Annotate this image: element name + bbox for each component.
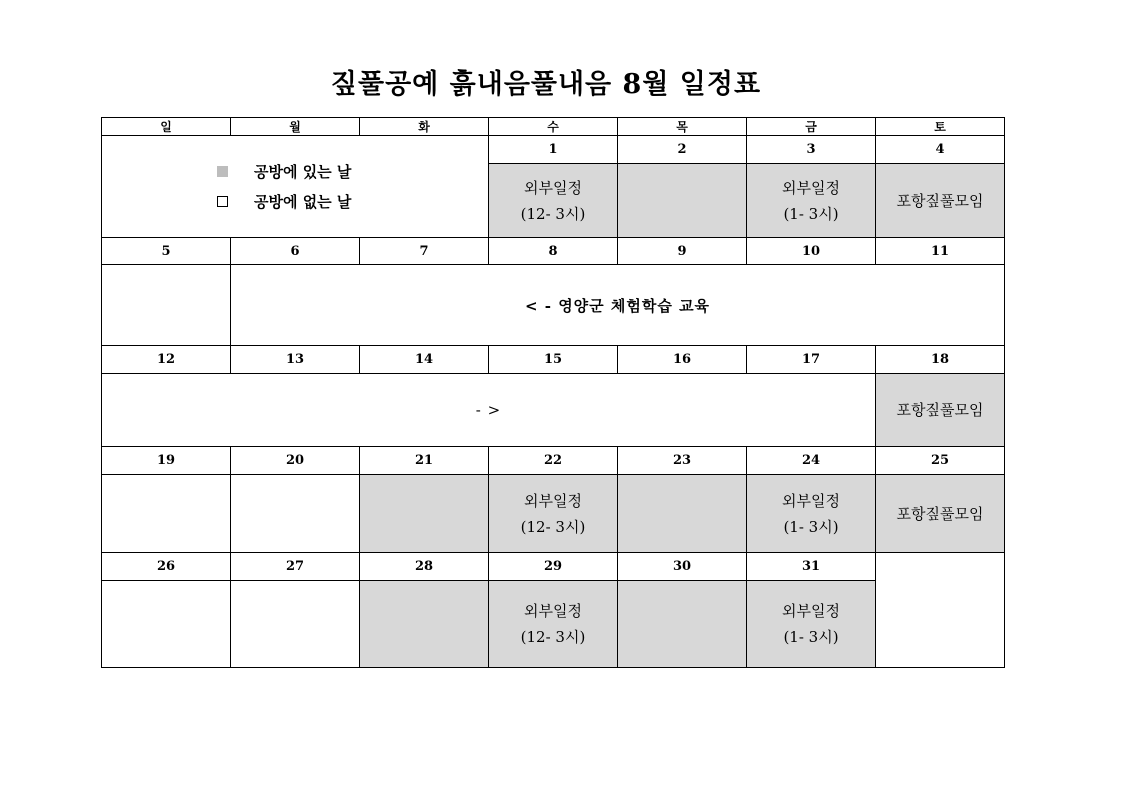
span-event-cell: [231, 265, 1005, 346]
weekday-header-row: [102, 118, 1005, 136]
date-cell: 21: [360, 447, 489, 475]
legend-in-workshop: [217, 157, 488, 187]
event-cell-sun: [102, 581, 231, 668]
date-cell: 20: [231, 447, 360, 475]
legend-in-label: 공방에 있는 날: [254, 163, 352, 181]
date-cell: 6: [231, 238, 360, 265]
date-cell: 19: [102, 447, 231, 475]
date-cell: 17: [747, 346, 876, 374]
date-cell: 27: [231, 553, 360, 581]
date-cell: 31: [747, 553, 876, 581]
date-cell: 3: [747, 136, 876, 164]
date-cell: 13: [231, 346, 360, 374]
event-cell-fri: [747, 475, 876, 553]
span-event-text: - >: [475, 401, 502, 419]
event-title: 외부일정: [782, 602, 840, 620]
date-cell: 10: [747, 238, 876, 265]
week2-event-row: [102, 265, 1005, 346]
page-title: 짚풀공예 흙내음풀내음 8월 일정표: [330, 69, 762, 100]
event-title: 포항짚풀모임: [896, 191, 984, 210]
legend-box: [102, 136, 489, 238]
event-title: 외부일정: [524, 602, 582, 620]
date-cell: 22: [489, 447, 618, 475]
event-cell-sun: [102, 475, 231, 553]
date-cell: 16: [618, 346, 747, 374]
event-time: (12- 3시): [520, 517, 586, 536]
filled-square-icon: [217, 166, 228, 177]
event-cell-wed: [489, 475, 618, 553]
date-cell: 30: [618, 553, 747, 581]
event-time: (12- 3시): [520, 628, 586, 646]
event-cell-wed: [489, 581, 618, 668]
event-cell-tue: [360, 581, 489, 668]
date-cell: 26: [102, 553, 231, 581]
event-title: 포항짚풀모임: [896, 401, 984, 419]
empty-corner-cell: [876, 553, 1005, 668]
date-cell: 8: [489, 238, 618, 265]
date-cell: 12: [102, 346, 231, 374]
date-cell: 1: [489, 136, 618, 164]
event-cell-sat: [876, 374, 1005, 447]
weekday-tue: 화: [360, 118, 489, 136]
week1-date-row: [102, 136, 1005, 164]
weekday-mon: 월: [231, 118, 360, 136]
date-cell: 14: [360, 346, 489, 374]
date-cell: 25: [876, 447, 1005, 475]
event-cell-thu: [618, 581, 747, 668]
date-cell: 15: [489, 346, 618, 374]
event-cell-fri: [747, 581, 876, 668]
week5-date-row: [102, 553, 1005, 581]
weekday-wed: 수: [489, 118, 618, 136]
date-cell: 7: [360, 238, 489, 265]
event-cell-tue: [360, 475, 489, 553]
date-cell: 24: [747, 447, 876, 475]
event-title: 외부일정: [782, 491, 840, 510]
date-cell: 28: [360, 553, 489, 581]
legend-out-label: 공방에 없는 날: [254, 193, 352, 211]
event-cell-thu: [618, 164, 747, 238]
event-time: (1- 3시): [783, 628, 839, 646]
date-cell: 5: [102, 238, 231, 265]
legend-not-in-workshop: [217, 187, 488, 217]
event-cell-wed: [489, 164, 618, 238]
event-time: (12- 3시): [520, 204, 586, 223]
date-cell: 4: [876, 136, 1005, 164]
event-time: (1- 3시): [783, 204, 839, 223]
week4-date-row: [102, 447, 1005, 475]
event-cell-sat: [876, 164, 1005, 238]
week3-event-row: [102, 374, 1005, 447]
weekday-fri: 금: [747, 118, 876, 136]
week4-event-row: [102, 475, 1005, 553]
event-title: 외부일정: [782, 178, 840, 197]
week5-event-row: [102, 581, 1005, 668]
date-cell: 18: [876, 346, 1005, 374]
week2-date-row: [102, 238, 1005, 265]
weekday-sun: 일: [102, 118, 231, 136]
event-title: 외부일정: [524, 178, 582, 197]
span-event-cell: [102, 374, 876, 447]
date-cell: 29: [489, 553, 618, 581]
date-cell: 2: [618, 136, 747, 164]
empty-square-icon: [217, 196, 228, 207]
event-time: (1- 3시): [783, 517, 839, 536]
date-cell: 9: [618, 238, 747, 265]
event-title: 포항짚풀모임: [896, 504, 984, 523]
span-event-text: < - 영양군 체험학습 교육: [524, 296, 711, 315]
event-cell-mon: [231, 475, 360, 553]
event-cell-thu: [618, 475, 747, 553]
event-cell-sun: [102, 265, 231, 346]
event-title: 외부일정: [524, 491, 582, 510]
event-cell-mon: [231, 581, 360, 668]
event-cell-sat: [876, 475, 1005, 553]
calendar-table: [101, 117, 1005, 668]
week3-date-row: [102, 346, 1005, 374]
date-cell: 23: [618, 447, 747, 475]
date-cell: 11: [876, 238, 1005, 265]
weekday-sat: 토: [876, 118, 1005, 136]
weekday-thu: 목: [618, 118, 747, 136]
event-cell-fri: [747, 164, 876, 238]
